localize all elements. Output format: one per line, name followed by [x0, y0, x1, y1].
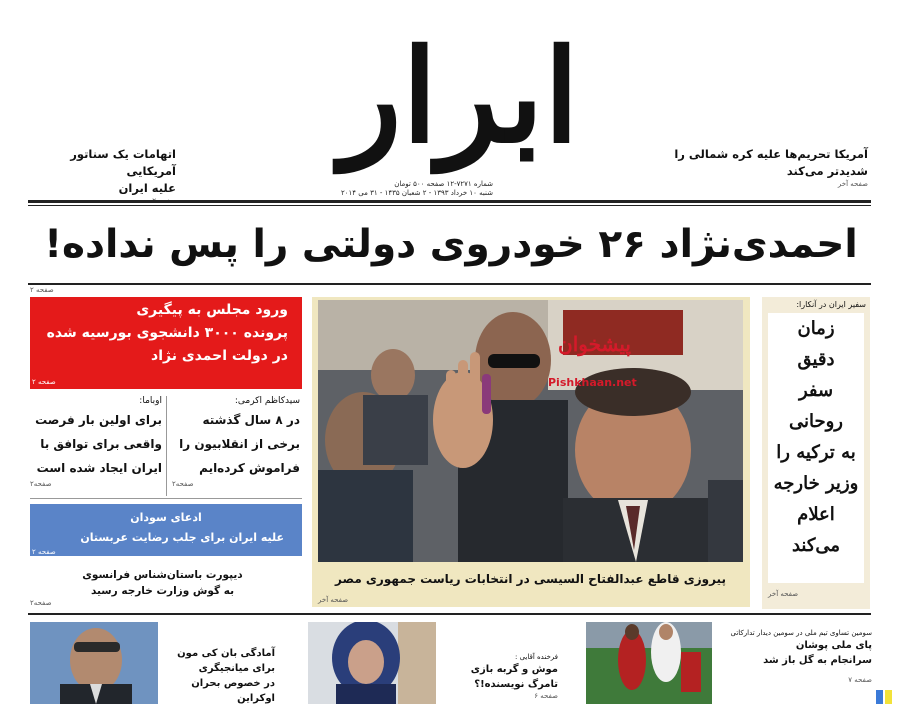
column-line: برخی از انقلابیون را [179, 437, 300, 451]
top-left-teaser[interactable] [28, 146, 176, 205]
story-line: تامرگ نویسنده!؟ [474, 679, 558, 690]
teaser-line: شدیدتر می‌کند [786, 164, 868, 178]
story-line: موش و گربه بازی [470, 664, 558, 675]
column-line: در ۸ سال گذشته [202, 413, 300, 427]
issue-date: شنبه ۱۰ خرداد ۱۳۹۳ - ۲ شعبان ۱۴۳۵ - ۳۱ می ۲۰۱۴ [341, 189, 493, 197]
story-line: می‌کند [791, 535, 841, 556]
red-box-line: پرونده ۳۰۰۰ دانشجوی بورسیه شده [46, 325, 288, 341]
bottom-right-story[interactable] [714, 628, 872, 684]
story-line: به ترکیه را [776, 442, 856, 463]
registration-mark-icon [885, 690, 892, 704]
column-line: برای اولین بار فرصت [35, 413, 162, 427]
top-right-teaser[interactable] [640, 146, 868, 188]
story-line: وزیر خارجه [773, 473, 859, 494]
story-kicker: سومین تساوی تیم ملی در سومین دیدار تدارکاتی [730, 629, 872, 637]
football-photo[interactable] [586, 622, 712, 704]
divider [30, 498, 302, 499]
ban-ki-moon-photo[interactable] [30, 622, 158, 704]
page-ref: صفحه ۲ [32, 548, 56, 556]
right-column-story[interactable] [768, 313, 864, 583]
issue-number: شماره ۷۲۷۱-۱۲ صفحه ۵۰۰ تومان [394, 180, 493, 188]
teaser-line: اتهامات یک سناتور آمریکایی [70, 147, 176, 178]
column-line: واقعی برای توافق با [40, 437, 162, 451]
red-box-story[interactable] [30, 297, 302, 389]
column-kicker: اوباما: [139, 396, 162, 406]
page-ref: صفحه۲ [30, 599, 52, 607]
diplomat-story[interactable] [30, 567, 295, 607]
right-column-text [768, 313, 864, 561]
blue-box-line: علیه ایران برای جلب رضایت عربستان [80, 531, 284, 544]
page-ref: صفحه۲ [30, 480, 52, 488]
page-ref: صفحه۲ [172, 480, 194, 488]
page-ref: صفحه ۷ [848, 676, 872, 684]
bottom-center-story[interactable] [438, 652, 558, 700]
story-line: برای میانجیگری [198, 663, 275, 674]
page-ref: صفحه ۲ [32, 378, 56, 386]
photo-illustration [318, 300, 743, 562]
bottom-left-story[interactable] [160, 646, 275, 706]
page-ref: صفحه آخر [837, 180, 868, 188]
page-ref: صفحه آخر [768, 590, 799, 598]
page-ref: صفحه ۲ [30, 286, 54, 294]
red-box-line: ورود مجلس به پیگیری [136, 302, 288, 318]
photo-illustration [308, 622, 436, 704]
story-line: آمادگی بان کی مون [177, 648, 275, 659]
column-divider [166, 396, 167, 496]
registration-mark-icon [876, 690, 883, 704]
story-line: روحانی [788, 411, 843, 432]
column-kicker: سیدکاظم اکرمی: [234, 396, 300, 406]
photo-illustration [30, 622, 158, 704]
teaser-line: آمریکا تحریم‌ها علیه کره شمالی را [674, 147, 868, 161]
story-line: دقیق [797, 349, 835, 370]
watermark-url: Pishkhaan.net [548, 376, 637, 389]
right-column-kicker: سفیر ایران در آنکارا: [796, 300, 866, 309]
teaser-line: علیه ایران [118, 181, 176, 195]
column-left-story[interactable] [30, 394, 162, 488]
story-line: پای ملی پوشان [795, 640, 872, 651]
masthead-rule [28, 200, 871, 203]
red-box-line: در دولت احمدی نژاد [151, 348, 288, 364]
photo-illustration [586, 622, 712, 704]
newspaper-logo: ابرار [340, 22, 580, 172]
blue-box-story[interactable] [30, 504, 302, 556]
story-line: سرانجام به گل باز شد [763, 655, 872, 666]
story-line: زمان [797, 318, 835, 339]
story-line: دیپورت باستان‌شناس فرانسوی [82, 569, 243, 581]
watermark-logo: پیشخوان [558, 332, 631, 356]
photo-caption[interactable]: پیروزی قاطع عبدالفتاح السیسی در انتخابات ریاست جمهوری مصر [335, 572, 726, 586]
issue-info [318, 180, 493, 198]
column-line: ایران ایجاد شده است [36, 461, 162, 475]
headline-rule [28, 283, 871, 285]
column-line: فراموش کرده‌ایم [199, 461, 300, 475]
page-ref: صفحه ۶ [534, 692, 558, 700]
bottom-rule [28, 613, 871, 615]
blue-box-line: ادعای سودان [130, 511, 202, 524]
page-ref: صفحه آخر [318, 596, 349, 604]
story-kicker: فرخنده آقایی : [514, 653, 558, 661]
woman-photo[interactable] [308, 622, 436, 704]
sisi-photo[interactable] [318, 300, 743, 562]
masthead-rule [28, 205, 871, 206]
story-line: در خصوص بحران اوکراین [191, 678, 275, 704]
story-line: اعلام [797, 504, 835, 525]
main-headline[interactable]: احمدی‌نژاد ۲۶ خودروی دولتی را پس نداده! [44, 222, 858, 267]
column-right-story[interactable] [172, 394, 300, 488]
story-line: به گوش وزارت خارجه رسید [90, 585, 235, 597]
story-line: سفر [798, 380, 834, 401]
